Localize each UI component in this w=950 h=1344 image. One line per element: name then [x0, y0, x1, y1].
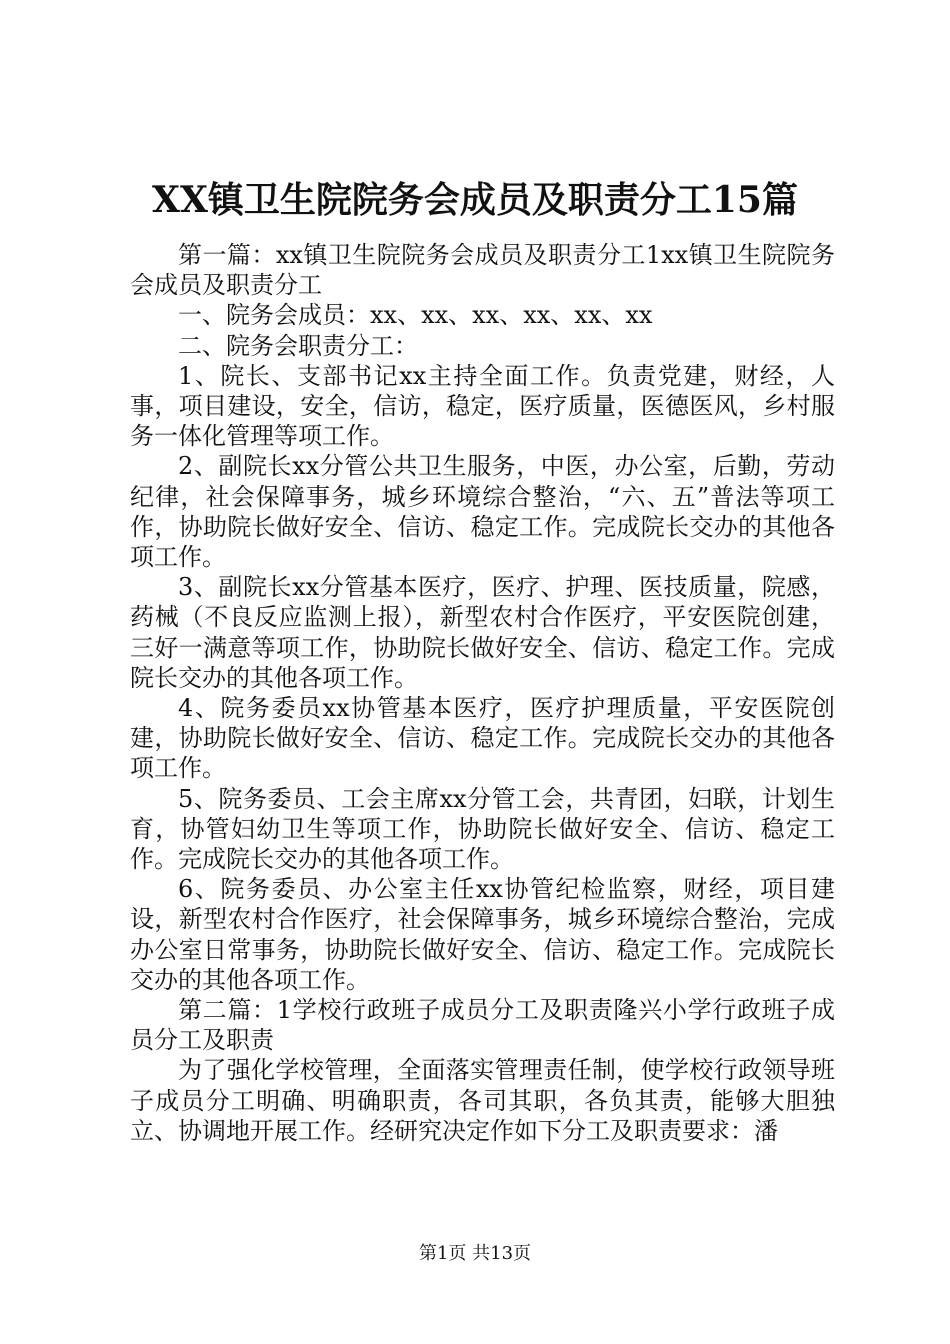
- paragraph-members: 一、院务会成员：xx、xx、xx、xx、xx、xx: [178, 301, 653, 330]
- page-footer: 第1页 共13页: [418, 1243, 532, 1264]
- paragraph-chapter-two-heading: 第二篇：1学校行政班子成员分工及职责隆兴小学行政班子成员分工及职责: [130, 996, 835, 1055]
- paragraph-duty-5: 5、院务委员、工会主席xx分管工会，共青团，妇联，计划生育，协管妇幼卫生等项工作，协助院长做好安全、信访、稳定工作。完成院长交办的其他各项工作。: [130, 784, 835, 874]
- document-title: XX镇卫生院院务会成员及职责分工15篇: [152, 179, 798, 221]
- paragraph-duty-6: 6、院务委员、办公室主任xx协管纪检监察，财经，项目建设，新型农村合作医疗，社会保障事务，城乡环境综合整治，完成办公室日常事务，协助院长做好安全、信访、稳定工作。完成院长交办的其他各项工作。: [130, 875, 835, 994]
- paragraph-chapter-two-intro: 为了强化学校管理，全面落实管理责任制，使学校行政领导班子成员分工明确、明确职责，各司其职，各负其责，能够大胆独立、协调地开展工作。经研究决定作如下分工及职责要求：潘: [130, 1056, 835, 1145]
- paragraph-duties-heading: 二、院务会职责分工：: [178, 331, 418, 360]
- paragraph-chapter-one-heading: 第一篇：xx镇卫生院院务会成员及职责分工1xx镇卫生院院务会成员及职责分工: [130, 241, 835, 300]
- paragraph-duty-2: 2、副院长xx分管公共卫生服务，中医，办公室，后勤，劳动纪律，社会保障事务，城乡环境综合整治，“六、五”普法等项工作，协助院长做好安全、信访、稳定工作。完成院长交办的其他各项工作。: [130, 452, 835, 572]
- document-body: [130, 240, 835, 1146]
- paragraph-duty-4: 4、院务委员xx协管基本医疗，医疗护理质量，平安医院创建，协助院长做好安全、信访、稳定工作。完成院长交办的其他各项工作。: [130, 694, 835, 783]
- paragraph-duty-3: 3、副院长xx分管基本医疗，医疗、护理、医技质量，院感，药械（不良反应监测上报），新型农村合作医疗，平安医院创建，三好一满意等项工作，协助院长做好安全、信访、稳定工作。完成院长交办的其他各项工作。: [130, 573, 835, 692]
- paragraph-duty-1: 1、院长、支部书记xx主持全面工作。负责党建，财经，人事，项目建设，安全，信访，稳定，医疗质量，医德医风，乡村服务一体化管理等项工作。: [130, 361, 835, 451]
